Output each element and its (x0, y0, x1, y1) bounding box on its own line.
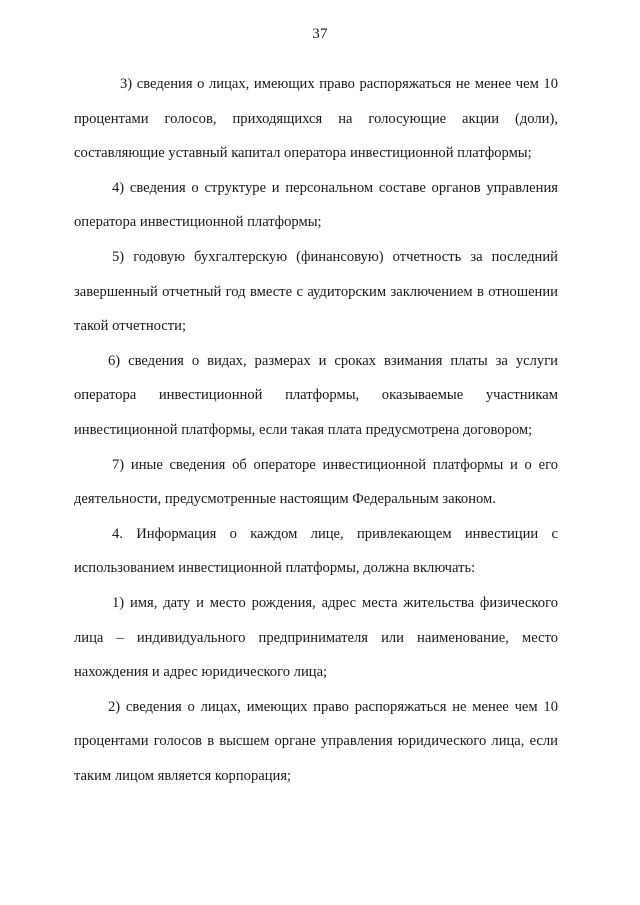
paragraph-item-5: 5) годовую бухгалтерскую (финансовую) отчетность за последний завершенный отчетный год вместе с аудиторским заключением в отношении такой отчетности; (74, 248, 558, 335)
paragraph-subitem-2: 2) сведения о лицах, имеющих право распоряжаться не менее чем 10 процентами голосов в высшем органе управления юридического лица, если таким лицом является корпорация; (74, 698, 558, 784)
paragraph-item-3: 3) сведения о лицах, имеющих право распоряжаться не менее чем 10 процентами голосов, приходящихся на голосующие акции (доли), составляющие уставный капитал оператора инвестиционной платформы; (74, 76, 558, 162)
paragraph-subitem-1: 1) имя, дату и место рождения, адрес места жительства физического лица – индивидуального предпринимателя или наименование, место нахождения и адрес юридического лица; (74, 594, 558, 681)
paragraph-section-4: 4. Информация о каждом лице, привлекающем инвестиции с использованием инвестиционной платформы, должна включать: (74, 525, 558, 577)
paragraph-item-6: 6) сведения о видах, размерах и сроках взимания платы за услуги оператора инвестиционной платформы, оказываемые участникам инвестиционной платформы, если такая плата предусмотрена договором; (74, 352, 558, 438)
paragraph-item-4: 4) сведения о структуре и персональном составе органов управления оператора инвестиционной платформы; (74, 179, 558, 231)
document-body (74, 67, 558, 793)
paragraph-item-7: 7) иные сведения об операторе инвестиционной платформы и о его деятельности, предусмотренные настоящим Федеральным законом. (74, 456, 558, 508)
page-number: 37 (312, 26, 328, 42)
